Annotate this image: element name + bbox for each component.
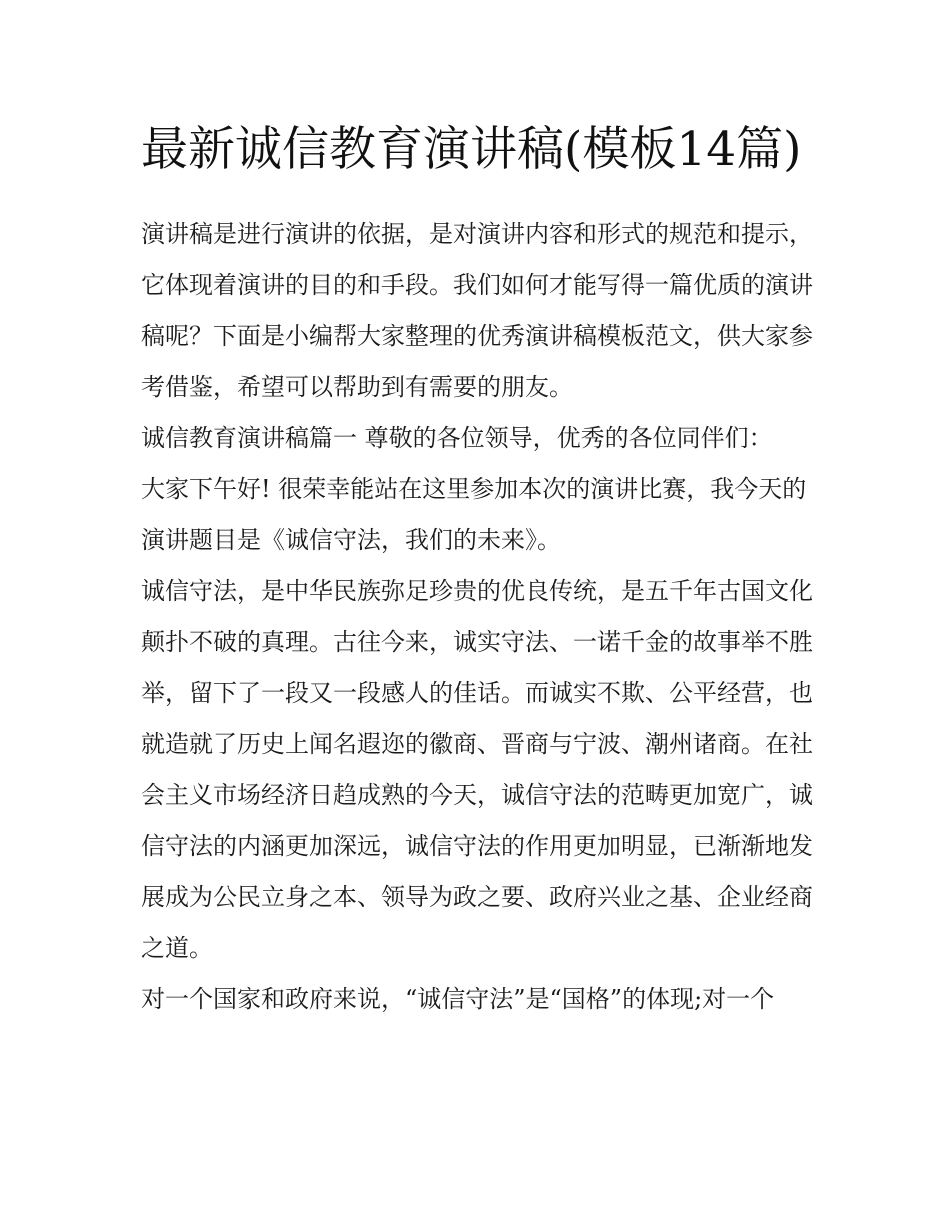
greeting-paragraph: 大家下午好! 很荣幸能站在这里参加本次的演讲比赛，我今天的演讲题目是《诚信守法，我们的未来》。: [141, 475, 807, 554]
section-heading-paragraph: 诚信教育演讲稿篇一 尊敬的各位领导，优秀的各位同伴们：: [141, 424, 773, 452]
document-title: 最新诚信教育演讲稿(模板14篇): [141, 122, 802, 177]
body-paragraph: 诚信守法，是中华民族弥足珍贵的优良传统，是五千年古国文化颠扑不破的真理。古往今来，诚实守法、一诺千金的故事举不胜举，留下了一段又一段感人的佳话。而诚实不欺、公平经营，也就造就了历史上闻名遐迩的徽商、晋商与宁波、潮州诸商。在社会主义市场经济日趋成熟的今天，诚信守法的范畴更加宽广，诚信守法的内涵更加深远，诚信守法的作用更加明显，已渐渐地发展成为公民立身之本、领导为政之要、政府兴业之基、企业经商之道。: [141, 577, 813, 962]
body-paragraph: 对一个国家和政府来说，“诚信守法”是“国格”的体现;对一个: [141, 985, 775, 1013]
document-body: [141, 112, 813, 1025]
intro-paragraph: 演讲稿是进行演讲的依据，是对演讲内容和形式的规范和提示，它体现着演讲的目的和手段。我们如何才能写得一篇优质的演讲稿呢？下面是小编帮大家整理的优秀演讲稿模板范文，供大家参考借鉴，希望可以帮助到有需要的朋友。: [141, 220, 813, 401]
